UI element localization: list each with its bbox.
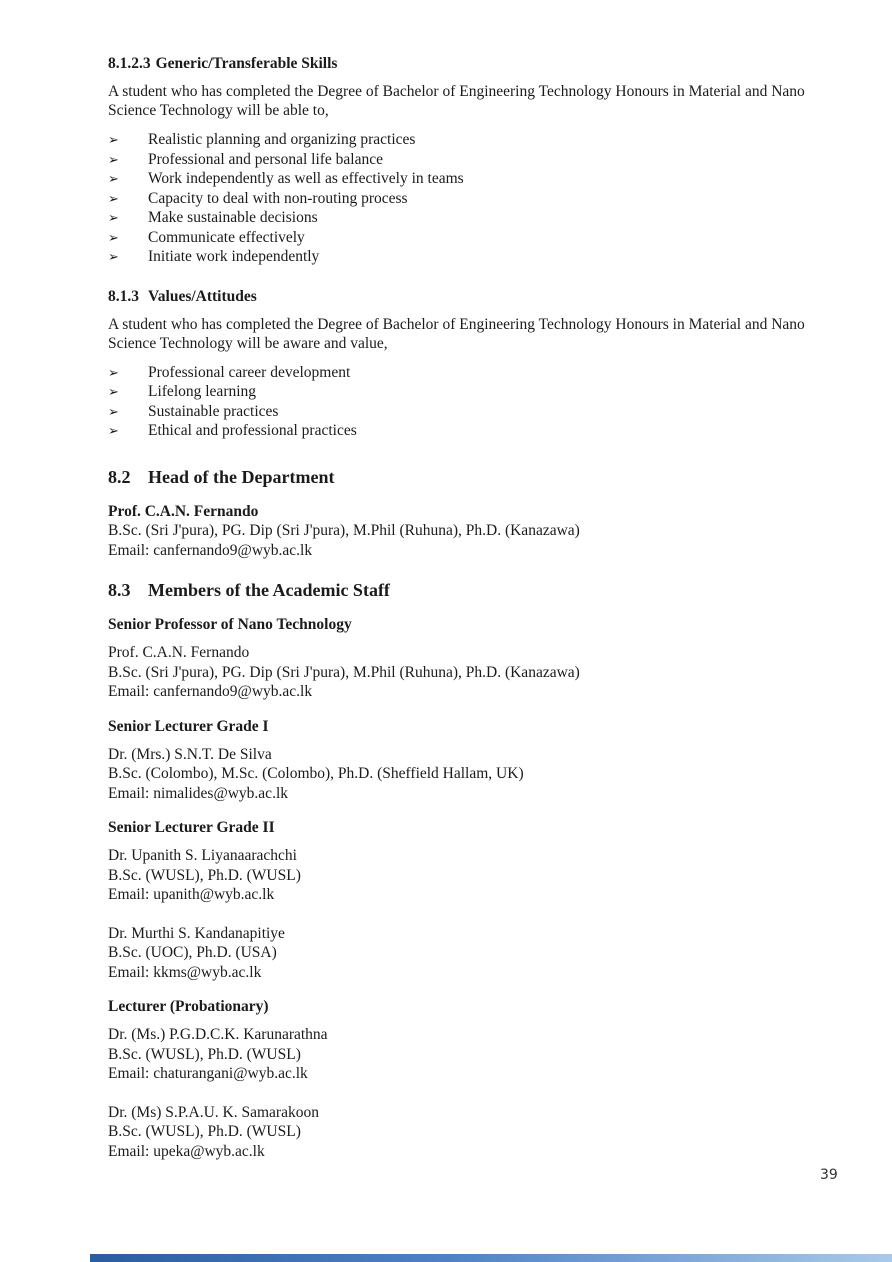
staff-name: Dr. Upanith S. Liyanaarachchi (108, 847, 297, 864)
bullet-item (108, 363, 832, 383)
staff-member (108, 745, 832, 804)
arrow-bullet-icon: ➢ (108, 151, 119, 167)
bullet-text: Professional career development (148, 363, 351, 381)
bullet-item (108, 421, 832, 441)
staff-role-heading: Lecturer (Probationary) (108, 998, 269, 1015)
staff-qualifications: B.Sc. (Colombo), M.Sc. (Colombo), Ph.D. (Sheffield Hallam, UK) (108, 765, 524, 782)
arrow-bullet-icon: ➢ (108, 229, 119, 245)
bullet-item (108, 382, 832, 402)
skills-intro-paragraph: A student who has completed the Degree of Bachelor of Engineering Technology Honours in Material and Nano Science Technology will be able to, (108, 83, 805, 119)
section-number: 8.1.3 (108, 287, 139, 305)
staff-name: Prof. C.A.N. Fernando (108, 644, 250, 661)
bullet-text: Capacity to deal with non-routing process (148, 189, 408, 207)
bullet-item (108, 169, 832, 189)
staff-name: Dr. (Ms.) P.G.D.C.K. Karunarathna (108, 1026, 328, 1043)
arrow-bullet-icon: ➢ (108, 190, 119, 206)
staff-email: Email: chaturangani@wyb.ac.lk (108, 1065, 308, 1082)
bullet-text: Communicate effectively (148, 228, 305, 246)
staff-email: Email: canfernando9@wyb.ac.lk (108, 541, 313, 559)
staff-member (108, 846, 832, 905)
staff-member (108, 1103, 832, 1162)
staff-email: Email: kkms@wyb.ac.lk (108, 963, 262, 981)
staff-role-heading: Senior Professor of Nano Technology (108, 616, 352, 633)
section-heading-head-of-department (108, 466, 832, 489)
section-title: Values/Attitudes (148, 287, 257, 305)
bullet-text: Lifelong learning (148, 383, 257, 400)
staff-qualifications: B.Sc. (WUSL), Ph.D. (WUSL) (108, 1045, 301, 1063)
bullet-text: Work independently as well as effectively in teams (148, 170, 464, 187)
section-number: 8.1.2.3 (108, 55, 151, 72)
section-number: 8.2 (108, 466, 131, 487)
staff-email: Email: canfernando9@wyb.ac.lk (108, 683, 313, 700)
staff-qualifications: B.Sc. (WUSL), Ph.D. (WUSL) (108, 1123, 301, 1140)
bullet-item (108, 208, 832, 228)
bullet-item (108, 189, 832, 209)
staff-role-heading: Senior Lecturer Grade I (108, 717, 269, 735)
section-number: 8.3 (108, 580, 131, 600)
arrow-bullet-icon: ➢ (108, 423, 119, 438)
bullet-text: Initiate work independently (148, 248, 320, 265)
bullet-text: Realistic planning and organizing practices (148, 131, 416, 148)
bullet-text: Sustainable practices (148, 402, 279, 420)
section-heading-academic-staff (108, 579, 832, 602)
bullet-text: Make sustainable decisions (148, 209, 318, 226)
arrow-bullet-icon: ➢ (108, 171, 119, 186)
staff-member (108, 502, 832, 561)
staff-member (108, 924, 832, 983)
arrow-bullet-icon: ➢ (108, 403, 119, 419)
staff-group-senior-lecturer-1 (108, 718, 832, 804)
staff-name: Dr. (Ms) S.P.A.U. K. Samarakoon (108, 1103, 319, 1121)
arrow-bullet-icon: ➢ (108, 384, 119, 399)
arrow-bullet-icon: ➢ (108, 210, 119, 225)
section-title: Generic/Transferable Skills (155, 55, 338, 72)
staff-group-senior-lecturer-2 (108, 819, 832, 982)
staff-member (108, 643, 832, 702)
values-intro-paragraph: A student who has completed the Degree of Bachelor of Engineering Technology Honours in Material and Nano Science Technology will be aware and value, (108, 315, 805, 352)
staff-qualifications: B.Sc. (WUSL), Ph.D. (WUSL) (108, 866, 301, 884)
section-heading-skills (108, 55, 832, 73)
staff-qualifications: B.Sc. (UOC), Ph.D. (USA) (108, 944, 277, 961)
page-number: 39 (820, 1167, 838, 1183)
section-title: Head of the Department (148, 466, 335, 487)
staff-member (108, 1025, 832, 1084)
arrow-bullet-icon: ➢ (108, 249, 119, 264)
arrow-bullet-icon: ➢ (108, 132, 119, 147)
bullet-item (108, 228, 832, 248)
values-bullet-list (108, 363, 832, 441)
skills-bullet-list (108, 130, 832, 267)
staff-qualifications: B.Sc. (Sri J'pura), PG. Dip (Sri J'pura), M.Phil (Ruhuna), Ph.D. (Kanazawa) (108, 522, 580, 539)
staff-email: Email: upeka@wyb.ac.lk (108, 1142, 265, 1160)
footer-decoration-bar (90, 1254, 892, 1262)
section-heading-values (108, 288, 832, 306)
staff-role-heading: Senior Lecturer Grade II (108, 819, 275, 836)
staff-group-senior-professor (108, 616, 832, 702)
bullet-item (108, 247, 832, 267)
bullet-text: Professional and personal life balance (148, 150, 383, 168)
section-title: Members of the Academic Staff (148, 580, 390, 600)
arrow-bullet-icon: ➢ (108, 364, 119, 380)
staff-name: Prof. C.A.N. Fernando (108, 502, 259, 520)
bullet-item (108, 150, 832, 170)
staff-qualifications: B.Sc. (Sri J'pura), PG. Dip (Sri J'pura), M.Phil (Ruhuna), Ph.D. (Kanazawa) (108, 663, 580, 681)
bullet-item (108, 130, 832, 150)
staff-group-lecturer-probationary (108, 998, 832, 1161)
bullet-text: Ethical and professional practices (148, 422, 357, 439)
staff-email: Email: nimalides@wyb.ac.lk (108, 784, 288, 802)
bullet-item (108, 402, 832, 422)
staff-name: Dr. (Mrs.) S.N.T. De Silva (108, 745, 272, 763)
staff-email: Email: upanith@wyb.ac.lk (108, 886, 275, 903)
staff-name: Dr. Murthi S. Kandanapitiye (108, 924, 285, 942)
